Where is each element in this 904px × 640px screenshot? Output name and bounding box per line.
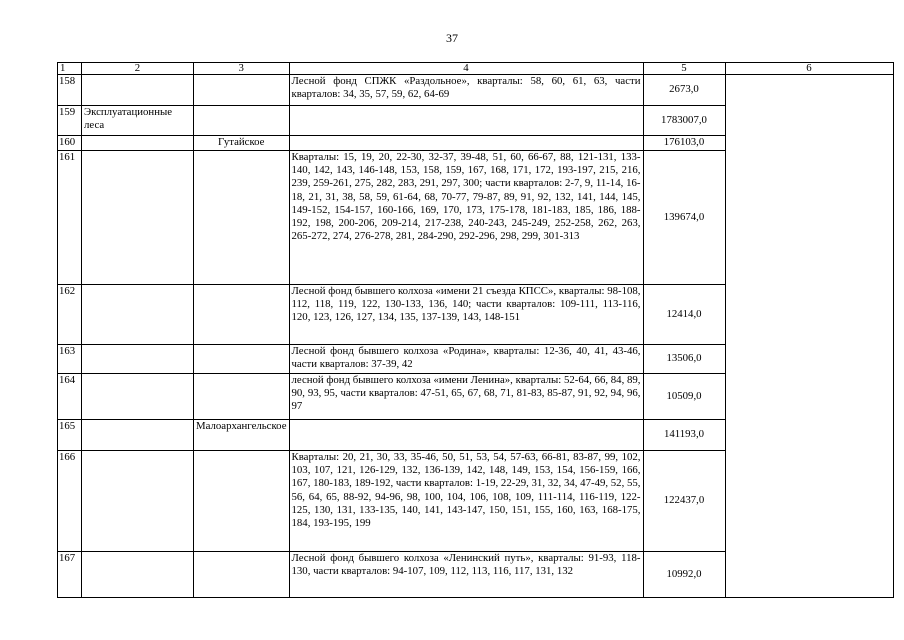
header-cell-6: 6 [725, 63, 893, 75]
district-cell: Малоархангельское [194, 420, 290, 451]
area-cell: 141193,0 [643, 420, 725, 451]
category-cell: Эксплуатационные леса [82, 106, 194, 136]
header-cell-4: 4 [289, 63, 643, 75]
category-cell [82, 285, 194, 345]
row-number: 160 [58, 136, 82, 151]
forest-fund-table [57, 62, 894, 598]
category-cell [82, 451, 194, 552]
description-cell: Лесной фонд бывшего колхоза «имени 21 съезда КПСС», кварталы: 98-108, 112, 118, 119, 122, 130-133, 136, 140; части кварталов: 109-111, 113-116, 120, 123, 126, 127, 134, 135, 137-139, 143, 148-151 [289, 285, 643, 345]
area-cell: 13506,0 [643, 345, 725, 374]
category-cell [82, 75, 194, 106]
header-cell-1: 1 [58, 63, 82, 75]
description-cell [289, 136, 643, 151]
area-cell: 10509,0 [643, 374, 725, 420]
page-number: 37 [446, 31, 458, 45]
notes-cell [725, 75, 893, 598]
district-cell [194, 345, 290, 374]
district-cell [194, 451, 290, 552]
category-cell [82, 420, 194, 451]
table-row [58, 75, 894, 106]
district-cell: Гутайское [194, 136, 290, 151]
district-cell [194, 552, 290, 598]
area-cell: 1783007,0 [643, 106, 725, 136]
district-cell [194, 75, 290, 106]
area-cell: 2673,0 [643, 75, 725, 106]
description-cell: Лесной фонд СПЖК «Раздольное», кварталы: 58, 60, 61, 63, части кварталов: 34, 35, 57, 59, 62, 64-69 [289, 75, 643, 106]
row-number: 162 [58, 285, 82, 345]
category-cell [82, 151, 194, 285]
district-cell [194, 106, 290, 136]
header-cell-5: 5 [643, 63, 725, 75]
description-cell: Лесной фонд бывшего колхоза «Ленинский путь», кварталы: 91-93, 118-130, части кварталов: 94-107, 109, 112, 113, 116, 117, 131, 132 [289, 552, 643, 598]
header-cell-3: 3 [194, 63, 290, 75]
area-cell: 139674,0 [643, 151, 725, 285]
area-cell: 122437,0 [643, 451, 725, 552]
row-number: 164 [58, 374, 82, 420]
area-cell: 176103,0 [643, 136, 725, 151]
header-row [58, 63, 894, 75]
row-number: 166 [58, 451, 82, 552]
district-cell [194, 151, 290, 285]
category-cell [82, 136, 194, 151]
category-cell [82, 345, 194, 374]
description-cell: Кварталы: 20, 21, 30, 33, 35-46, 50, 51, 53, 54, 57-63, 66-81, 83-87, 99, 102, 103, 107, 121, 126-129, 132, 136-139, 142, 148, 149, 153, 154, 156-159, 166, 167, 180-183, 189-192, части кварталов: 1-19, 22-29, 31, 32, 34, 47-49, 52, 55, 56, 64, 65, 88-92, 94-96, 98, 100, 104, 106, 108, 109, 111-114, 116-119, 122-125, 130, 131, 133-135, 140, 141, 143-147, 150, 151, 155, 160, 163, 168-175, 184, 193-195, 199 [289, 451, 643, 552]
row-number: 165 [58, 420, 82, 451]
description-cell [289, 420, 643, 451]
description-cell: лесной фонд бывшего колхоза «имени Ленина», кварталы: 52-64, 66, 84, 89, 90, 93, 95, части кварталов: 47-51, 65, 67, 68, 71, 81-83, 85-87, 91, 92, 94, 96, 97 [289, 374, 643, 420]
description-cell: Лесной фонд бывшего колхоза «Родина», кварталы: 12-36, 40, 41, 43-46, части кварталов: 37-39, 42 [289, 345, 643, 374]
category-cell [82, 374, 194, 420]
category-cell [82, 552, 194, 598]
row-number: 163 [58, 345, 82, 374]
description-cell [289, 106, 643, 136]
row-number: 167 [58, 552, 82, 598]
area-cell: 12414,0 [643, 285, 725, 345]
description-cell: Кварталы: 15, 19, 20, 22-30, 32-37, 39-48, 51, 60, 66-67, 88, 121-131, 133-140, 142, 143, 146-148, 153, 158, 159, 167, 168, 171, 172, 193-197, 215, 216, 239, 259-261, 275, 282, 283, 291, 297, 300; части кварталов: 2-7, 9, 11-14, 16-18, 21, 31, 38, 58, 59, 61-64, 68, 70-77, 79-87, 89, 91, 92, 132, 141, 144, 145, 149-152, 154-157, 160-166, 169, 170, 173, 175-178, 181-183, 185, 186, 188-192, 198, 200-206, 209-214, 217-238, 240-243, 245-249, 252-258, 262, 263, 265-272, 274, 276-278, 281, 284-290, 292-296, 298, 299, 301-313 [289, 151, 643, 285]
row-number: 158 [58, 75, 82, 106]
row-number: 159 [58, 106, 82, 136]
district-cell [194, 285, 290, 345]
area-cell: 10992,0 [643, 552, 725, 598]
district-cell [194, 374, 290, 420]
header-cell-2: 2 [82, 63, 194, 75]
row-number: 161 [58, 151, 82, 285]
